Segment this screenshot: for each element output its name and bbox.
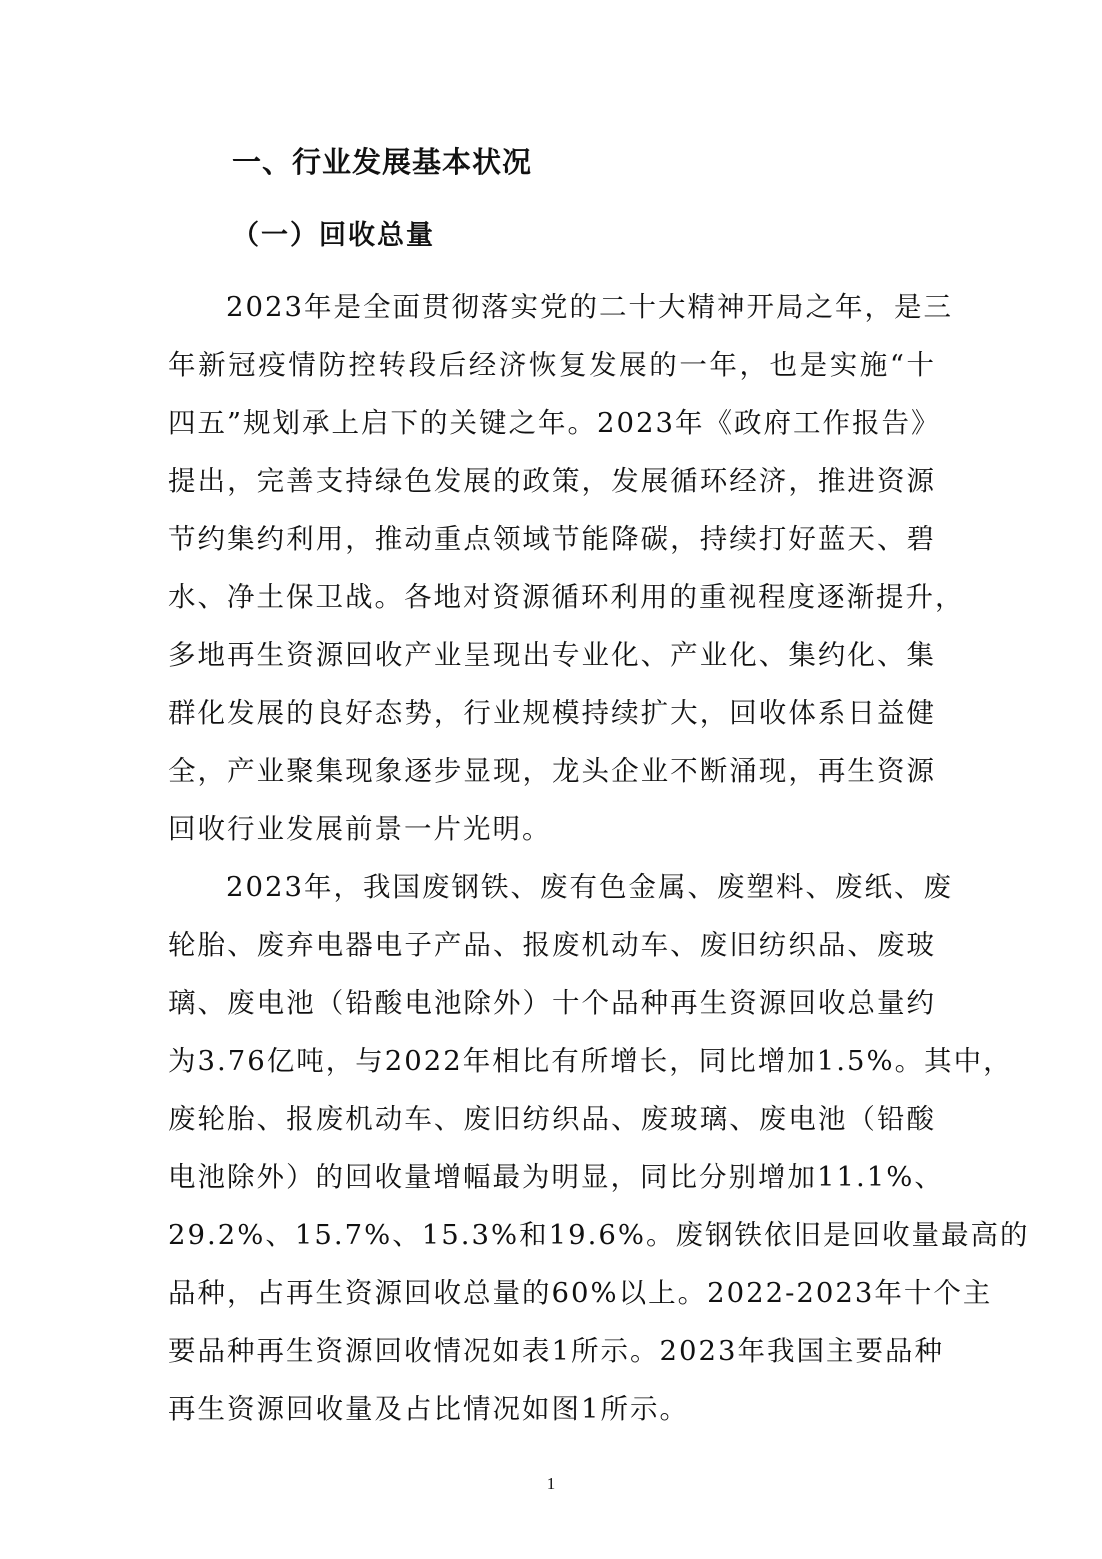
paragraph-line: 水、净土保卫战。各地对资源循环利用的重视程度逐渐提升， <box>168 581 965 613</box>
paragraph-line: 轮胎、废弃电器电子产品、报废机动车、废旧纺织品、废玻 <box>168 929 936 961</box>
paragraph-line: 群化发展的良好态势，行业规模持续扩大，回收体系日益健 <box>168 697 936 729</box>
paragraph-1 <box>168 278 965 858</box>
paragraph-line: 回收行业发展前景一片光明。 <box>168 813 552 845</box>
section-heading: 一、行业发展基本状况 <box>232 145 533 179</box>
paragraph-line: 29.2%、15.7%、15.3%和19.6%。废钢铁依旧是回收量最高的 <box>168 1219 1030 1251</box>
paragraph-line: 废轮胎、报废机动车、废旧纺织品、废玻璃、废电池（铅酸 <box>168 1103 936 1135</box>
paragraph-line: 品种，占再生资源回收总量的60%以上。2022-2023年十个主 <box>168 1277 993 1309</box>
paragraph-line: 为3.76亿吨，与2022年相比有所增长，同比增加1.5%。其中， <box>168 1045 1013 1077</box>
paragraph-line: 多地再生资源回收产业呈现出专业化、产业化、集约化、集 <box>168 639 936 671</box>
subsection-heading: （一）回收总量 <box>232 220 435 251</box>
paragraph-line: 节约集约利用，推动重点领域节能降碳，持续打好蓝天、碧 <box>168 523 936 555</box>
paragraph-line: 年新冠疫情防控转段后经济恢复发展的一年，也是实施“十 <box>168 349 936 381</box>
paragraph-line: 电池除外）的回收量增幅最为明显，同比分别增加11.1%、 <box>168 1161 944 1193</box>
paragraph-line: 要品种再生资源回收情况如表1所示。2023年我国主要品种 <box>168 1335 944 1367</box>
paragraph-line: 再生资源回收量及占比情况如图1所示。 <box>168 1393 689 1425</box>
paragraph-line: 全，产业聚集现象逐步显现，龙头企业不断涌现，再生资源 <box>168 755 936 787</box>
page-number: 1 <box>546 1474 556 1493</box>
paragraph-line: 2023年，我国废钢铁、废有色金属、废塑料、废纸、废 <box>226 871 953 903</box>
paragraph-line: 提出，完善支持绿色发展的政策，发展循环经济，推进资源 <box>168 465 936 497</box>
paragraph-line: 2023年是全面贯彻落实党的二十大精神开局之年，是三 <box>226 291 953 323</box>
paragraph-2 <box>168 858 1030 1438</box>
paragraph-line: 四五”规划承上启下的关键之年。2023年《政府工作报告》 <box>168 407 941 439</box>
paragraph-line: 璃、废电池（铅酸电池除外）十个品种再生资源回收总量约 <box>168 987 936 1019</box>
